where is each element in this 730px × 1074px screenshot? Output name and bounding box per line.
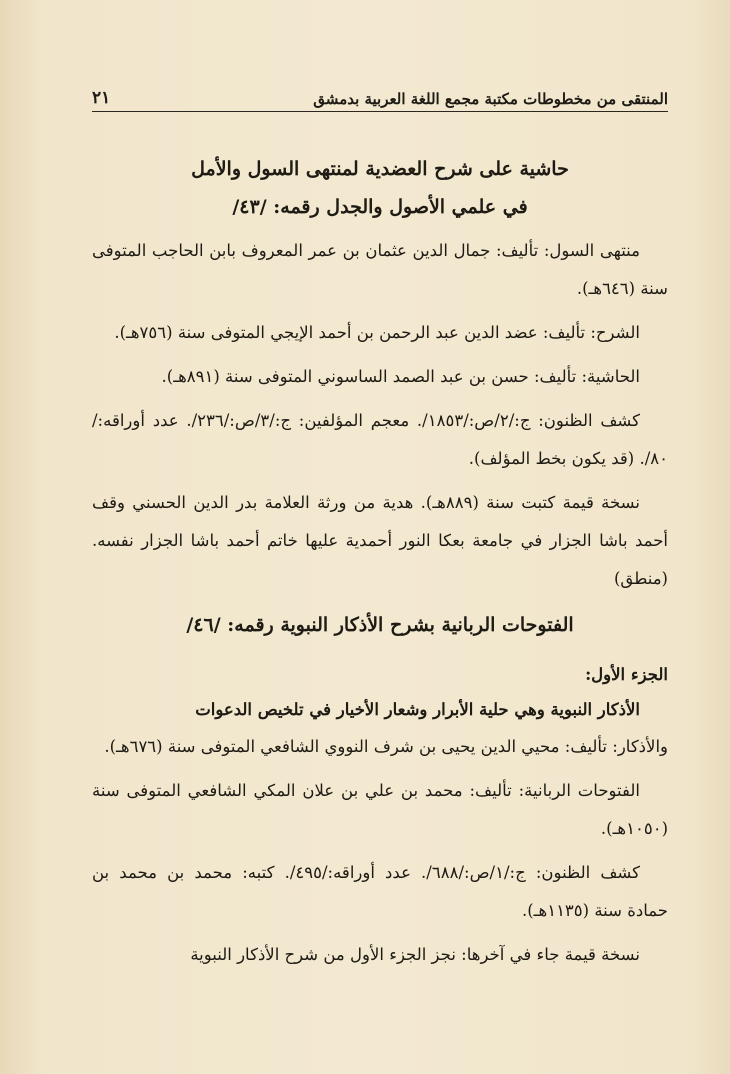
entry2-author-paragraph: والأذكار: تأليف: محيي الدين يحيى بن شرف النووي الشافعي المتوفى سنة (٦٧٦هـ). xyxy=(104,737,668,756)
entry2-references-paragraph: كشف الظنون: ج:/١/ص:/٦٨٨/. عدد أوراقه:/٤٩٥/. كتبه: محمد بن محمد بن حمادة سنة (١١٣٥هـ). xyxy=(92,863,668,920)
entry2-book-title-line: الأذكار النبوية وهي حلية الأبرار وشعار الأخيار في تلخيص الدعوات xyxy=(195,700,640,719)
page-content xyxy=(92,150,668,974)
entry1-author-paragraph: منتهى السول: تأليف: جمال الدين عثمان بن عمر المعروف بابن الحاجب المتوفى سنة (٦٤٦هـ). xyxy=(92,241,668,298)
page-number: ٢١ xyxy=(92,88,111,108)
entry1-title-line1: حاشية على شرح العضدية لمنتهى السول والأمل xyxy=(191,158,569,180)
entry1-gloss-paragraph: الحاشية: تأليف: حسن بن عبد الصمد الساسوني المتوفى سنة (٨٩١هـ). xyxy=(161,367,640,386)
entry1-title-line2: في علمي الأصول والجدل رقمه: /٤٣/ xyxy=(232,196,528,218)
entry1-copy-note-paragraph: نسخة قيمة كتبت سنة (٨٨٩هـ). هدية من ورثة العلامة بدر الدين الحسني وقف أحمد باشا الجزار في جامعة بعكا النور أحمدية عليها خاتم أحمد باشا الجزار نفسه. (منطق) xyxy=(92,493,668,588)
entry1-commentary-paragraph: الشرح: تأليف: عضد الدين عبد الرحمن بن أحمد الإيجي المتوفى سنة (٧٥٦هـ). xyxy=(114,323,640,342)
entry2-commentary-paragraph: الفتوحات الربانية: تأليف: محمد بن علي بن علان المكي الشافعي المتوفى سنة (١٠٥٠هـ). xyxy=(92,781,668,838)
entry2-title: الفتوحات الربانية بشرح الأذكار النبوية رقمه: /٤٦/ xyxy=(186,614,574,636)
running-header xyxy=(92,80,668,112)
entry1-references-paragraph: كشف الظنون: ج:/٢/ص:/١٨٥٣/. معجم المؤلفين: ج:/٣/ص:/٢٣٦/. عدد أوراقه:/٨٠/. (قد يكون بخط المؤلف). xyxy=(92,411,668,468)
entry2-part-label: الجزء الأول: xyxy=(585,665,668,684)
running-title: المنتقى من مخطوطات مكتبة مجمع اللغة العربية بدمشق xyxy=(313,90,668,108)
entry2-copy-note-paragraph: نسخة قيمة جاء في آخرها: نجز الجزء الأول من شرح الأذكار النبوية xyxy=(190,945,640,964)
